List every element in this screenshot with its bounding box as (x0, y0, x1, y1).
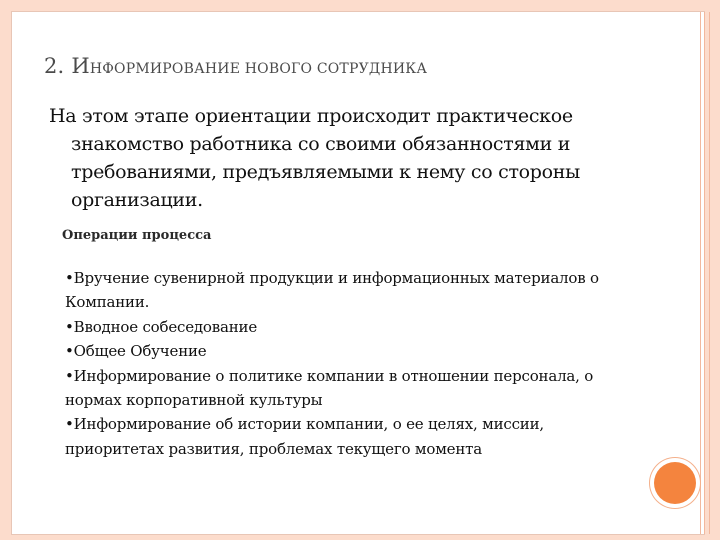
operation-item: •Вводное собеседование (65, 317, 257, 336)
operation-item: •Вручение сувенирной продукции и информационных материалов о Компании. (65, 269, 599, 312)
operations-list (65, 266, 605, 461)
decorative-rule (704, 12, 705, 534)
operation-item: •Информирование об истории компании, о ее целях, миссии, приоритетах развития, проблемах текущего момента (65, 415, 544, 458)
title-number: 2. (44, 54, 72, 78)
decorative-rule (709, 12, 710, 534)
title-first-letter: И (71, 54, 90, 78)
slide (11, 11, 705, 535)
intro-paragraph: На этом этапе ориентации происходит практическое знакомство работника со своими обязанностями и требованиями, предъявляемыми к нему со стороны организации. (49, 105, 580, 211)
title-rest: НФОРМИРОВАНИЕ НОВОГО СОТРУДНИКА (89, 61, 428, 77)
operations-heading: Операции процесса (62, 228, 212, 243)
orange-circle-decoration (654, 462, 696, 504)
operation-item: •Общее Обучение (65, 342, 207, 361)
decorative-rule (700, 12, 701, 534)
slide-title (44, 54, 427, 78)
operation-item: •Информирование о политике компании в отношении персонала, о нормах корпоративной культуры (65, 366, 594, 410)
